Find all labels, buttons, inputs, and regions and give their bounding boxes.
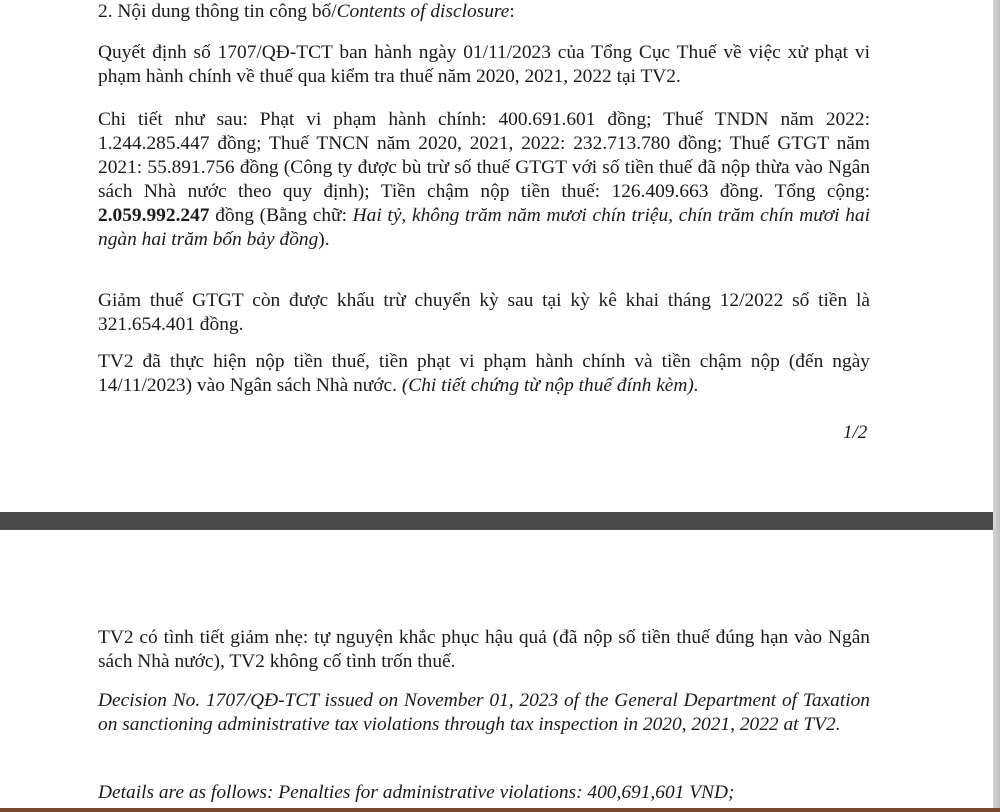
mitigating-paragraph: TV2 có tình tiết giảm nhẹ: tự nguyện khắc phục hậu quả (đã nộp số tiền thuế đúng hạn vào Ngân sách Nhà nước), TV2 không cố tình trốn thuế. <box>98 627 870 672</box>
details-end: ). <box>318 229 330 250</box>
bottom-edge-bar <box>0 808 1000 812</box>
page-number: 1/2 <box>843 422 868 443</box>
total-amount: 2.059.992.247 <box>98 205 210 226</box>
section-heading <box>98 0 515 24</box>
decision-paragraph: Quyết định số 1707/QĐ-TCT ban hành ngày 01/11/2023 của Tổng Cục Thuế về việc xử phạt vi phạm hành chính về thuế qua kiểm tra thuế năm 2020, 2021, 2022 tại TV2. <box>98 42 870 87</box>
details-paragraph-english: Details are as follows: Penalties for administrative violations: 400,691,601 VND; <box>98 782 735 803</box>
payment-note: (Chi tiết chứng từ nộp thuế đính kèm). <box>401 375 699 396</box>
payment-text: TV2 đã thực hiện nộp tiền thuế, tiền phạt vi phạm hành chính và tiền chậm nộp (đến ngày 14/11/2023) vào Ngân sách Nhà nước. <box>98 351 870 396</box>
amount-in-words: Hai tỷ, không trăm năm mươi chín triệu, chín trăm chín mươi hai ngàn hai trăm bốn bảy đồng <box>98 205 870 250</box>
details-text: Chi tiết như sau: Phạt vi phạm hành chính: 400.691.601 đồng; Thuế TNDN năm 2022: 1.244.285.447 đồng; Thuế TNCN năm 2020, 2021, 2022: 232.713.780 đồng; Thuế GTGT năm 2021: 55.891.756 đồng (Công ty được bù trừ số thuế GTGT với số tiền thuế đã nộp thừa vào Ngân sách Nhà nước theo quy định); Tiền chậm nộp tiền thuế: 126.409.663 đồng. Tổng cộng: <box>98 109 870 202</box>
decision-paragraph-english: Decision No. 1707/QĐ-TCT issued on November 01, 2023 of the General Department of Taxation on sanctioning administrative tax violations through tax inspection in 2020, 2021, 2022 at TV2. <box>98 690 870 735</box>
scrollbar-edge[interactable] <box>993 0 1000 812</box>
heading-text: 2. Nội dung thông tin công bố/ <box>98 1 337 22</box>
heading-colon: : <box>509 1 515 22</box>
details-text-2: đồng (Bằng chữ: <box>209 205 353 226</box>
payment-paragraph <box>98 350 870 398</box>
heading-english: Contents of disclosure <box>336 1 510 22</box>
page-separator <box>0 512 1000 530</box>
vat-reduction-paragraph: Giảm thuế GTGT còn được khấu trừ chuyển kỳ sau tại kỳ kê khai tháng 12/2022 số tiền là 321.654.401 đồng. <box>98 290 870 335</box>
document-page-2 <box>0 530 993 812</box>
details-paragraph <box>98 108 870 252</box>
